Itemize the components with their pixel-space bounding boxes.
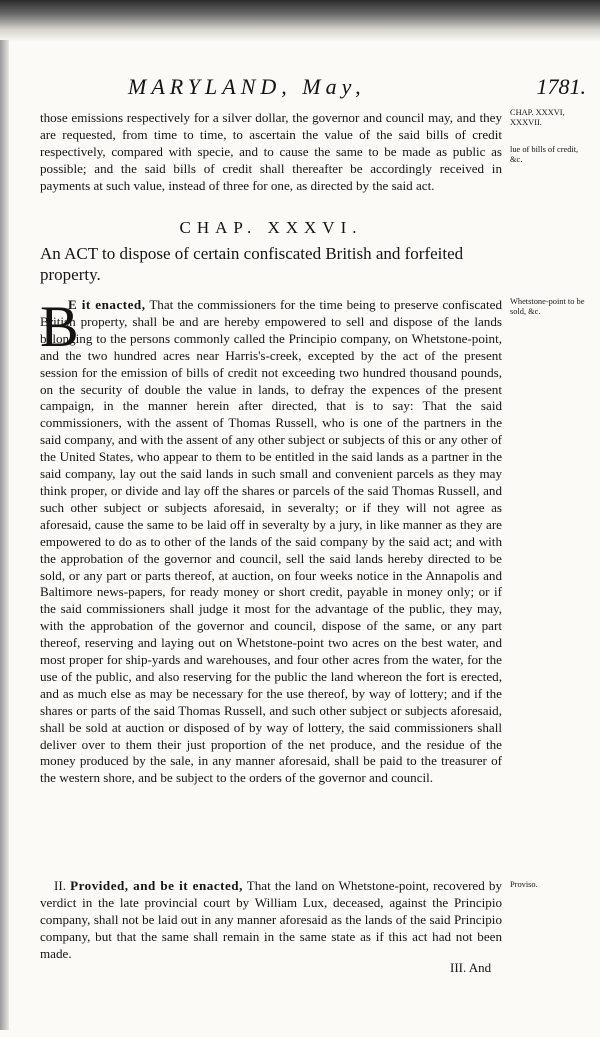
drop-cap: B	[40, 294, 79, 359]
proviso-words: Provided, and be it enacted,	[70, 878, 243, 893]
running-title: MARYLAND, May,	[128, 74, 366, 99]
main-paragraph	[40, 294, 502, 787]
section-number: II.	[54, 878, 66, 893]
second-section	[40, 878, 502, 963]
page-year: 1781.	[536, 74, 586, 99]
catchword: III. And	[450, 960, 492, 975]
second-body: That the land on Whetstone-point, recovered by verdict in the late provincial court by William Lux, deceased, against the Principio company, shall not be laid out in any manner aforesaid as the lands of the said Principio company, but that the same shall remain in the same state as if this act had not been made.	[40, 878, 502, 961]
enacting-words: E it enacted,	[68, 297, 146, 312]
page-top-shadow	[0, 0, 600, 42]
margin-proviso: Proviso.	[510, 880, 538, 889]
chapter-heading: CHAP. XXXVI.	[179, 218, 363, 237]
margin-whetstone-note: Whetstone-point to be sold, &c.	[510, 297, 585, 316]
main-body: That the commissioners for the time being to preserve confiscated British property, shall be and are hereby empowered to sell and dispose of the lands belonging to the persons commonly called the Principio company, on Whetstone-point, and the two hundred acres near Harris's-creek, excepted by the act of the present session for the emission of bills of credit not exceeding two hundred thousand pounds, on the security of double the value in lands, to defray the expences of the present campaign, in the manner herein after directed, that is to say: That the said commissioners, with the assent of Thomas Russell, who is one of the partners in the said company, and with the assent of any other subject or subjects of this or any other of the United States, who appear to them to be entitled in the said lands as a partner in the said company, lay out the said lands in such small and convenient parcels as they may think proper, or divide and lay off the shares or parcels of the said Thomas Russell, and such other subject or subjects aforesaid, in severalty; or if they will not agree as aforesaid, cause the same to be laid off in severalty by a jury, in like manner as they are empowered to do as to other of the lands of the said company by the said act; and with the approbation of the governor and council, sell the said lands hereby directed to be sold, or any part or parts thereof, at auction, on four weeks notice in the Annapolis and Baltimore news-papers, for ready money or short credit, payable in money only; or if the said commissioners shall judge it most for the advantage of the public, they may, with the approbation of the governor and council, dispose of the same, or any part thereof, reserving and laying out on Whetstone-point two acres on the best water, and most proper for ship-yards and warehouses, and four other acres from the water, for the use of the public, and also reserving for the public the land whereon the fort is erected, and as much else as may be necessary for the use thereof, by way of lottery; and if the shares or parts of the said Thomas Russell, and such other subject or subjects aforesaid, shall be sold at auction or disposed of by way of lottery, the said commissioners shall deliver over to them their just proportion of the net produce, and the residue of the money produced by the sale, in any manner aforesaid, shall be paid to the treasurer of the western shore, and be subject to the orders of the governor and council.	[40, 297, 502, 786]
paragraph-top: those emissions respectively for a silver dollar, the governor and council may, and they are requested, from time to time, to ascertain the value of the said bills of credit respectively, compared with specie, and to cause the same to be made as public as possible; and the said bills of credit shall thereafter be accordingly received in payments at such value, instead of three for one, as directed by the said act.	[40, 110, 502, 193]
act-title: An ACT to dispose of certain confiscated British and forfeited property.	[40, 244, 464, 284]
margin-chapter-ref: CHAP. XXXVI, XXXVII.	[510, 108, 565, 127]
page-left-shadow	[0, 40, 9, 1030]
margin-value-note: lue of bills of credit, &c.	[510, 145, 579, 164]
page-header	[40, 74, 592, 104]
